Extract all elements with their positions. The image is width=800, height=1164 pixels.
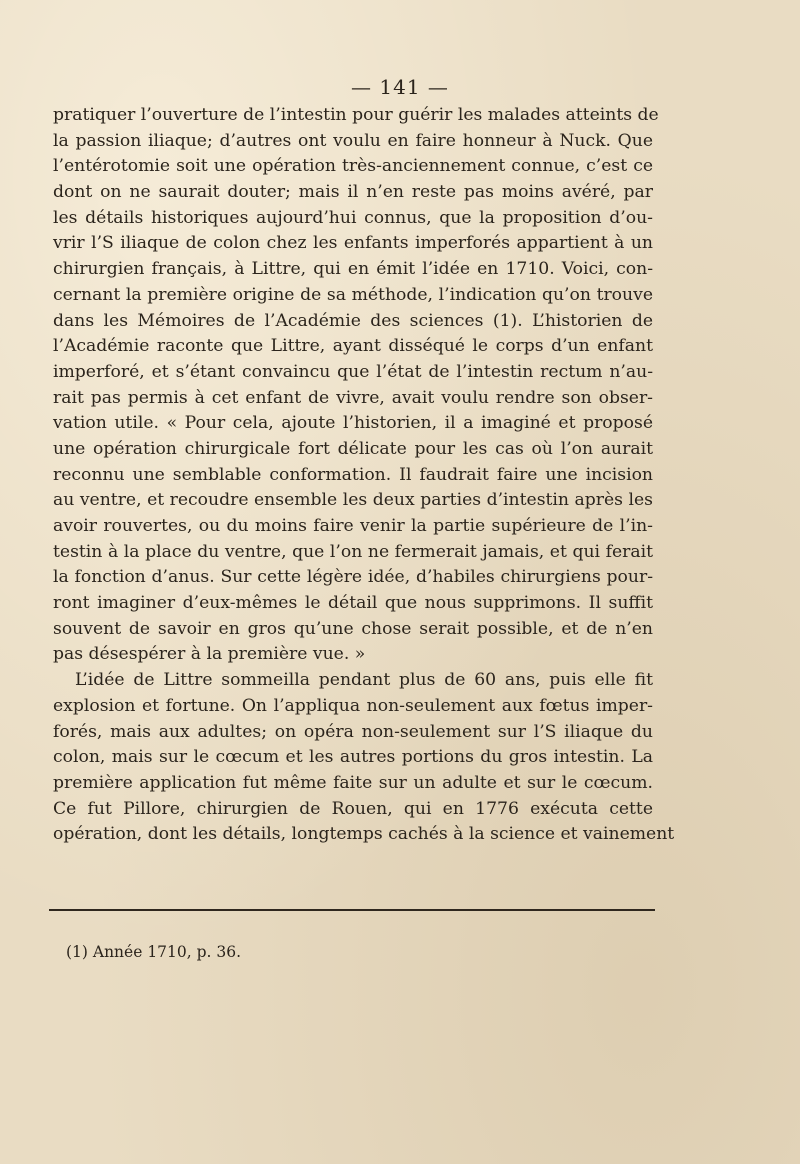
text-line: avoir rouvertes, ou du moins faire venir la partie supérieure de l’in-: [53, 516, 653, 536]
text-line: L’idée de Littre sommeilla pendant plus de 60 ans, puis elle fit: [75, 670, 653, 691]
text-line: la fonction d’anus. Sur cette légère idée, d’habiles chirurgiens pour-: [53, 567, 653, 588]
text-line: Ce fut Pillore, chirurgien de Rouen, qui en 1776 exécuta cette: [53, 798, 653, 819]
text-line: au ventre, et recoudre ensemble les deux parties d’intestin après les: [53, 490, 653, 511]
text-line: vation utile. « Pour cela, ajoute l’historien, il a imaginé et proposé: [53, 413, 653, 434]
text-line: colon, mais sur le cœcum et les autres portions du gros intestin. La: [53, 747, 653, 768]
text-line: chirurgien français, à Littre, qui en émit l’idée en 1710. Voici, con-: [53, 259, 653, 280]
body-text: [53, 103, 675, 848]
footnote-divider: [49, 909, 655, 911]
text-line: reconnu une semblable conformation. Il faudrait faire une incision: [53, 464, 653, 485]
text-line: vrir l’S iliaque de colon chez les enfants imperforés appartient à un: [53, 233, 653, 254]
text-line: imperforé, et s’étant convaincu que l’état de l’intestin rectum n’au-: [53, 361, 653, 382]
text-line: l’Académie raconte que Littre, ayant disséqué le corps d’un enfant: [53, 336, 653, 357]
text-line: pratiquer l’ouverture de l’intestin pour guérir les malades atteints de: [53, 105, 659, 125]
text-line: les détails historiques aujourd’hui connus, que la proposition d’ou-: [53, 207, 653, 228]
text-line: pas désespérer à la première vue. »: [53, 644, 366, 665]
text-line: une opération chirurgicale fort délicate pour les cas où l’on aurait: [53, 438, 653, 459]
text-line: dans les Mémoires de l’Académie des sciences (1). L’historien de: [53, 310, 653, 331]
text-line: souvent de savoir en gros qu’une chose serait possible, et de n’en: [53, 618, 653, 639]
text-line: ront imaginer d’eux-mêmes le détail que nous supprimons. Il suffit: [53, 593, 653, 614]
text-line: forés, mais aux adultes; on opéra non-seulement sur l’S iliaque du: [53, 721, 653, 742]
text-line: l’entérotomie soit une opération très-anciennement connue, c’est ce: [53, 156, 653, 177]
text-line: dont on ne saurait douter; mais il n’en reste pas moins avéré, par: [53, 182, 653, 203]
text-line: opération, dont les détails, longtemps cachés à la science et vainement: [53, 824, 675, 845]
page-number: — 141 —: [351, 75, 449, 99]
text-line: testin à la place du ventre, que l’on ne fermerait jamais, et qui ferait: [53, 541, 653, 562]
text-line: première application fut même faite sur un adulte et sur le cœcum.: [53, 772, 653, 793]
text-line: rait pas permis à cet enfant de vivre, avait voulu rendre son obser-: [53, 387, 653, 408]
footnote: (1) Année 1710, p. 36.: [66, 943, 242, 961]
text-line: cernant la première origine de sa méthode, l’indication qu’on trouve: [53, 284, 653, 305]
text-line: la passion iliaque; d’autres ont voulu en faire honneur à Nuck. Que: [53, 130, 653, 151]
text-line: explosion et fortune. On l’appliqua non-seulement aux fœtus imper-: [53, 695, 653, 716]
